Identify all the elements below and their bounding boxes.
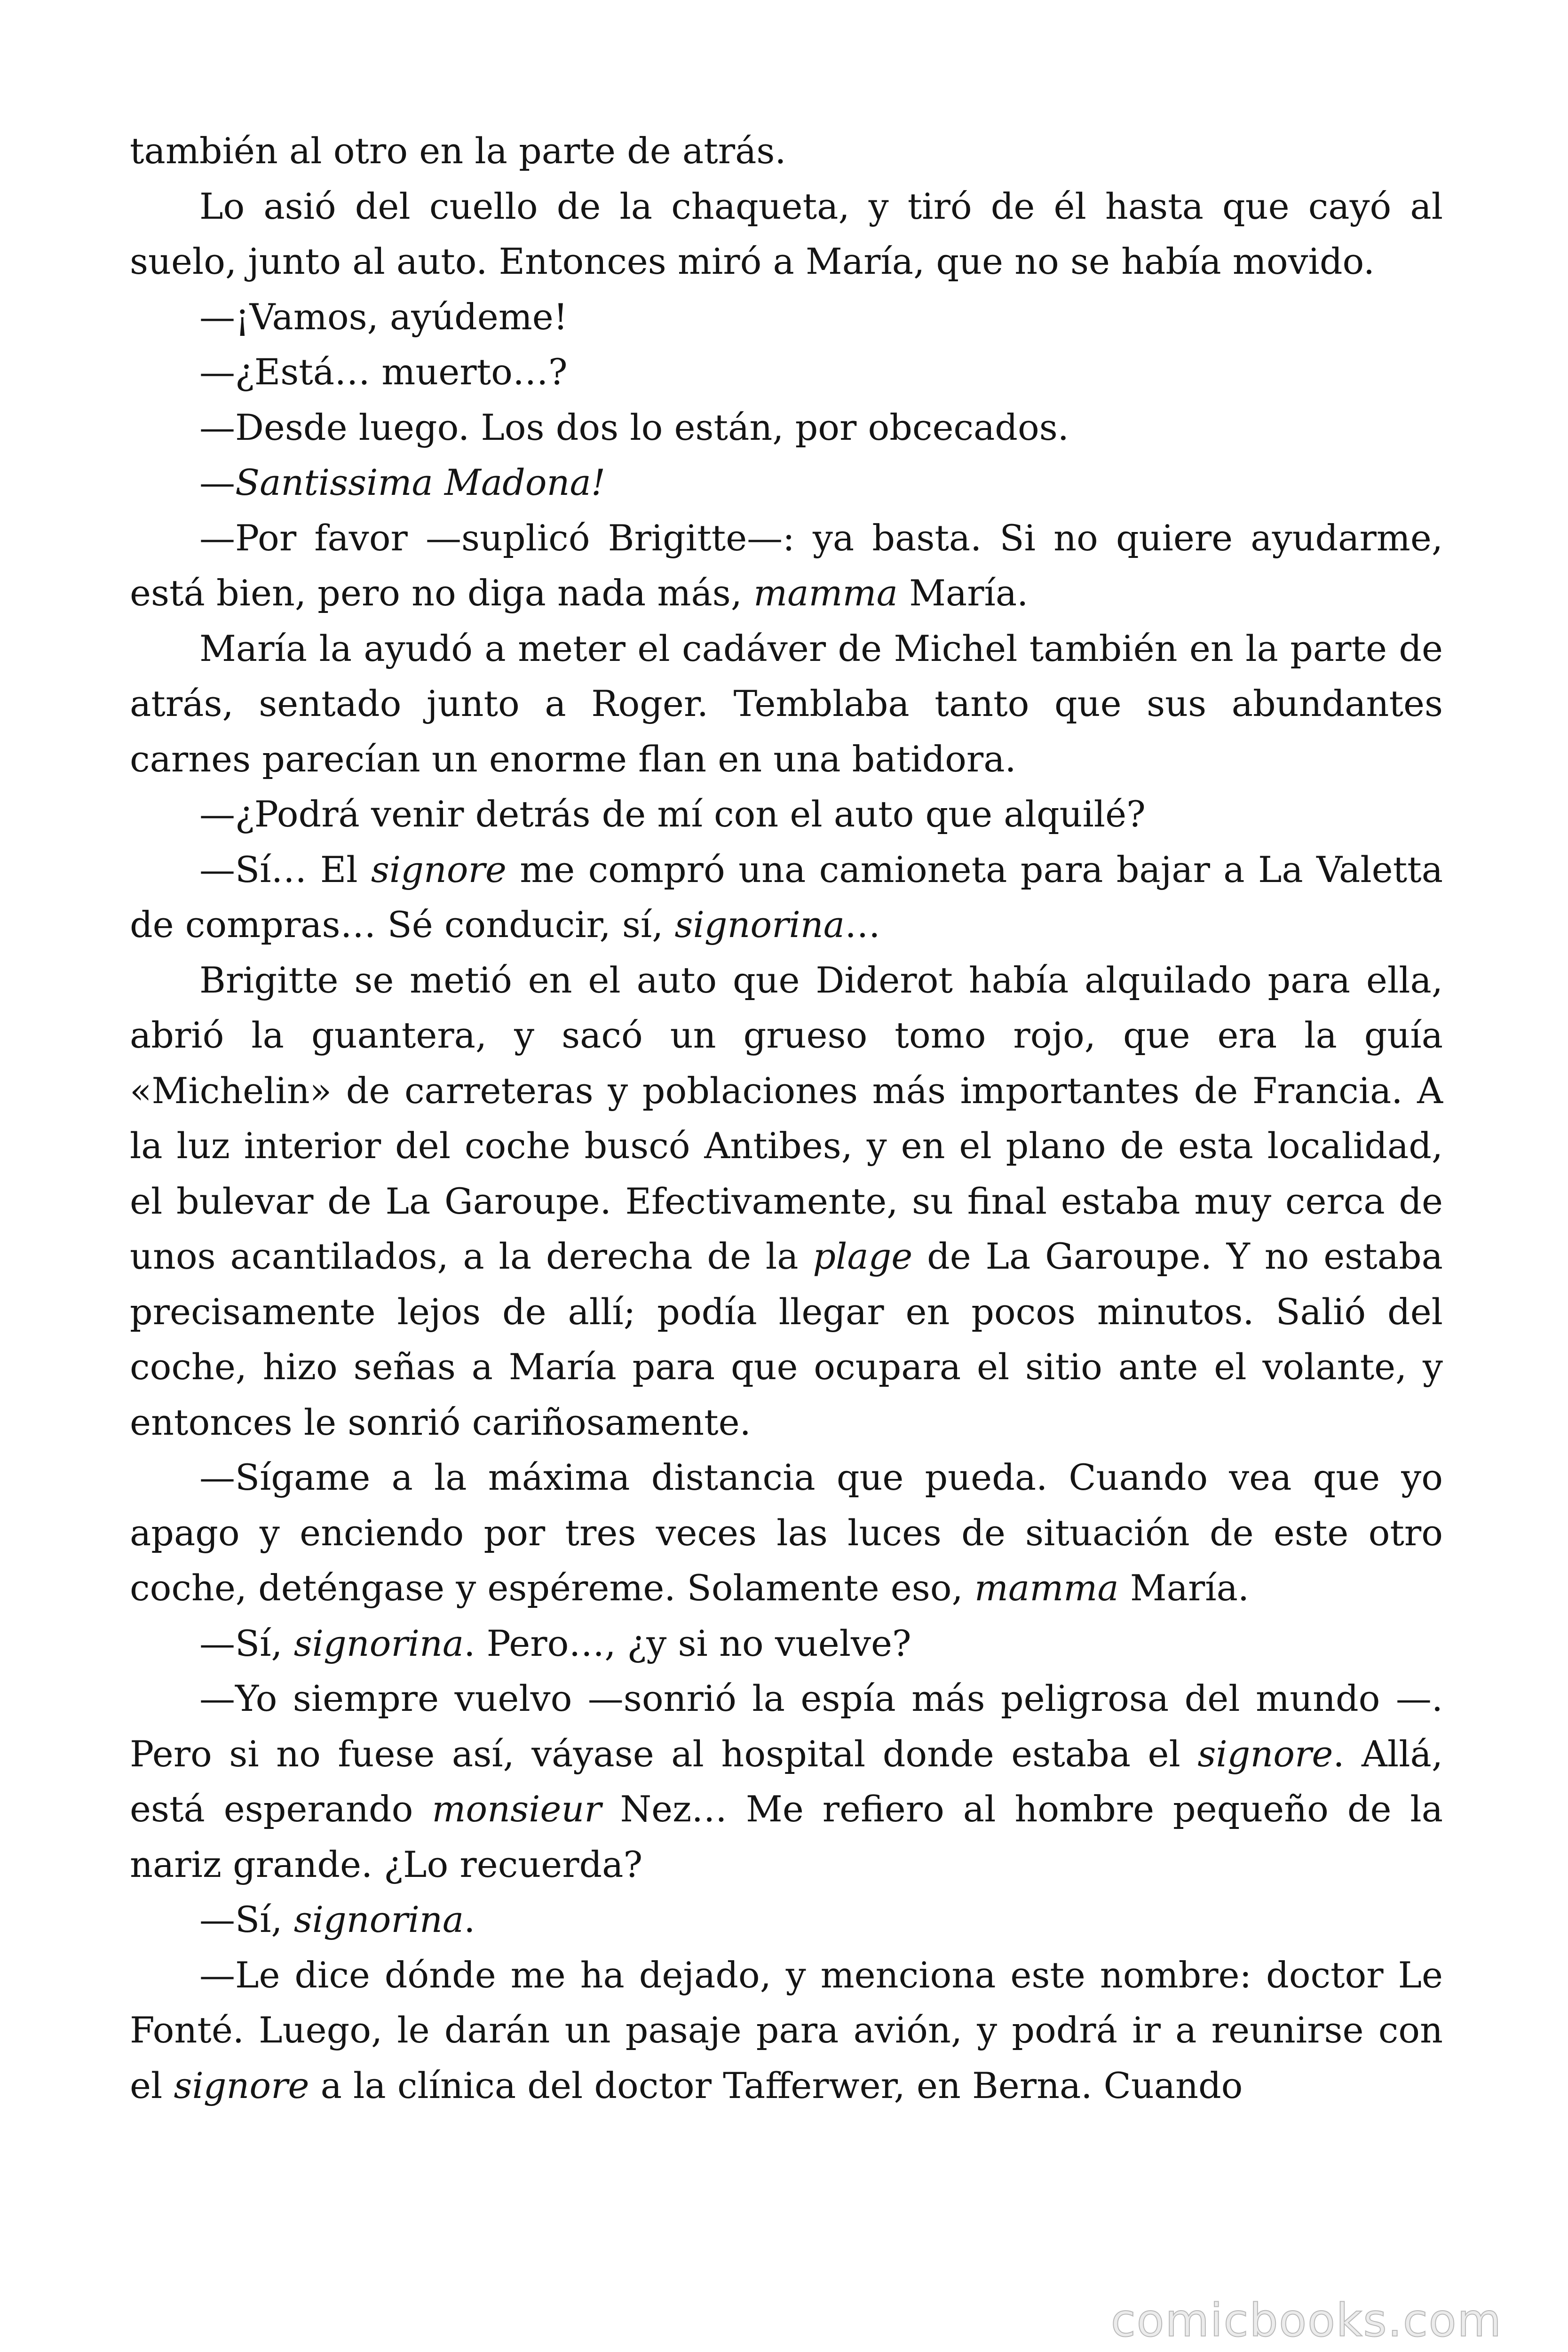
text-run: María la ayudó a meter el cadáver de Michel también en la parte de atrás, sentado junto a Roger. Temblaba tanto que sus abundantes carnes parecían un enorme flan en una batidora. — [130, 627, 1443, 780]
text-run: me compró una camioneta para bajar a La Valetta de compras… Sé conducir, sí, — [130, 848, 1443, 946]
italic-text-run: mamma — [974, 1567, 1119, 1609]
text-run: —¿Podrá venir detrás de mí con el auto que alquilé? — [199, 793, 1146, 835]
paragraph-14 — [130, 1671, 1443, 1892]
text-run: . Allá, está esperando — [130, 1732, 1443, 1830]
text-run: . — [464, 1899, 475, 1940]
book-page-text — [130, 123, 1443, 2113]
text-run: —Sí, — [199, 1622, 294, 1664]
paragraph-13 — [130, 1616, 1443, 1671]
paragraph-8 — [130, 621, 1443, 787]
italic-text-run: signorina — [674, 904, 845, 946]
paragraph-3 — [130, 289, 1443, 345]
italic-text-run: signore — [371, 848, 507, 890]
italic-text-run: plage — [813, 1235, 913, 1277]
text-run: María. — [1118, 1567, 1250, 1609]
italic-text-run: Santissima Madona! — [235, 461, 606, 503]
text-run: — — [199, 461, 235, 503]
paragraph-11 — [130, 953, 1443, 1450]
text-run: —Le dice dónde me ha dejado, y menciona este nombre: doctor Le Fonté. Luego, le darán un pasaje para avión, y podrá ir a reunirse con el — [130, 1954, 1443, 2106]
text-run: … — [845, 904, 881, 946]
paragraph-5 — [130, 400, 1443, 455]
text-run: de La Garoupe. Y no estaba precisamente lejos de allí; podía llegar en pocos minutos. Salió del coche, hizo señas a María para que ocupara el sitio ante el volante, y entonces le sonrió cariñosamente. — [130, 1235, 1443, 1443]
paragraph-6 — [130, 455, 1443, 510]
italic-text-run: signorina — [293, 1899, 464, 1940]
text-run: —Desde luego. Los dos lo están, por obcecados. — [199, 406, 1069, 448]
italic-text-run: signore — [174, 2064, 309, 2106]
paragraph-15 — [130, 1892, 1443, 1947]
text-run: —Sígame a la máxima distancia que pueda. Cuando vea que yo apago y enciendo por tres veces las luces de situación de este otro coche, deténgase y espéreme. Solamente eso, — [130, 1456, 1443, 1609]
italic-text-run: monsieur — [432, 1788, 602, 1830]
italic-text-run: signore — [1197, 1732, 1333, 1775]
paragraph-4 — [130, 344, 1443, 400]
text-run: —Sí… El — [199, 848, 371, 890]
watermark: comicbooks.com — [1110, 2294, 1502, 2347]
text-run: —Sí, — [199, 1899, 294, 1940]
text-run: —Yo siempre vuelvo —sonrió la espía más peligrosa del mundo —. Pero si no fuese así, váyase al hospital donde estaba el — [130, 1677, 1443, 1775]
text-run: . Pero…, ¿y si no vuelve? — [464, 1622, 911, 1664]
text-run: Nez… Me refiero al hombre pequeño de la nariz grande. ¿Lo recuerda? — [130, 1788, 1443, 1885]
paragraph-10 — [130, 842, 1443, 953]
text-run: Brigitte se metió en el auto que Diderot había alquilado para ella, abrió la guantera, y sacó un grueso tomo rojo, que era la guía «Michelin» de carreteras y poblaciones más importantes de Francia. A la luz interior del coche buscó Antibes, y en el plano de esta localidad, el bulevar de La Garoupe. Efectivamente, su final estaba muy cerca de unos acantilados, a la derecha de la — [130, 959, 1443, 1277]
text-run: a la clínica del doctor Tafferwer, en Berna. Cuando — [309, 2064, 1243, 2106]
italic-text-run: mamma — [753, 572, 898, 614]
paragraph-12 — [130, 1450, 1443, 1616]
paragraph-1 — [130, 123, 1443, 179]
text-run: —¡Vamos, ayúdeme! — [199, 295, 568, 338]
paragraph-7 — [130, 510, 1443, 621]
text-run: —Por favor —suplicó Brigitte—: ya basta. Si no quiere ayudarme, está bien, pero no diga nada más, — [130, 516, 1443, 614]
text-run: Lo asió del cuello de la chaqueta, y tiró de él hasta que cayó al suelo, junto al auto. Entonces miró a María, que no se había movido. — [130, 185, 1443, 282]
paragraph-9 — [130, 787, 1443, 842]
text-run: también al otro en la parte de atrás. — [130, 130, 786, 172]
text-run: María. — [897, 572, 1029, 614]
paragraph-2 — [130, 179, 1443, 289]
italic-text-run: signorina — [293, 1622, 464, 1664]
text-run: —¿Está… muerto…? — [199, 351, 568, 393]
paragraph-16 — [130, 1947, 1443, 2114]
